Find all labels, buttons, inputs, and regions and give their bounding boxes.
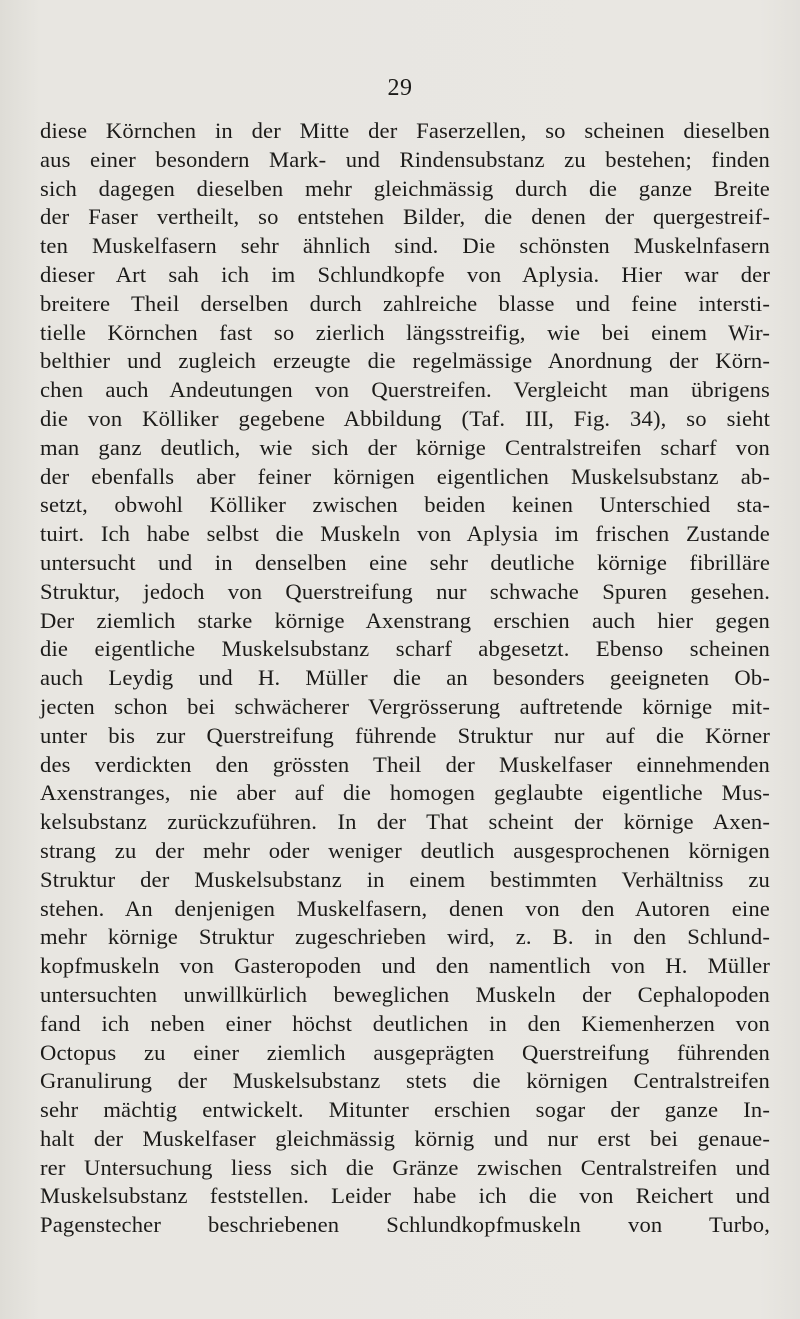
text-line: kopfmuskeln von Gasteropoden und den namentlich von H. Müller (40, 953, 770, 979)
text-line: chen auch Andeutungen von Querstreifen. Vergleicht man übrigens (40, 377, 770, 403)
text-line: die eigentliche Muskelsubstanz scharf abgesetzt. Ebenso scheinen (40, 636, 770, 662)
text-line: Struktur der Muskelsubstanz in einem bestimmten Verhältniss zu (40, 866, 770, 892)
text-line: halt der Muskelfaser gleichmässig körnig und nur erst bei genaue- (40, 1125, 770, 1151)
text-line: breitere Theil derselben durch zahlreiche blasse und feine intersti- (40, 290, 770, 316)
text-line: untersucht und in denselben eine sehr deutliche körnige fibrilläre (40, 549, 770, 575)
text-line: Pagenstecher beschriebenen Schlundkopfmuskeln von Turbo, (40, 1212, 770, 1238)
text-line: des verdickten den grössten Theil der Muskelfaser einnehmenden (40, 751, 770, 777)
text-line: Der ziemlich starke körnige Axenstrang erschien auch hier gegen (40, 607, 770, 633)
text-line: Muskelsubstanz feststellen. Leider habe ich die von Reichert und (40, 1183, 770, 1209)
text-line: sich dagegen dieselben mehr gleichmässig durch die ganze Breite (40, 175, 770, 201)
body-text (40, 117, 770, 1240)
text-line: mehr körnige Struktur zugeschrieben wird, z. B. in den Schlund- (40, 924, 770, 950)
text-line: untersuchten unwillkürlich beweglichen Muskeln der Cephalopoden (40, 981, 770, 1007)
text-line: diese Körnchen in der Mitte der Faserzellen, so scheinen dieselben (40, 118, 770, 143)
page-number: 29 (387, 75, 413, 101)
text-line: stehen. An denjenigen Muskelfasern, denen von den Autoren eine (40, 895, 770, 921)
text-line: Octopus zu einer ziemlich ausgeprägten Querstreifung führenden (40, 1039, 770, 1065)
text-line: ten Muskelfasern sehr ähnlich sind. Die schönsten Muskelnfasern (40, 233, 770, 259)
text-line: die von Kölliker gegebene Abbildung (Taf. III, Fig. 34), so sieht (40, 405, 770, 431)
text-line: tuirt. Ich habe selbst die Muskeln von Aplysia im frischen Zustande (40, 521, 770, 547)
text-line: Axenstranges, nie aber auf die homogen geglaubte eigentliche Mus- (40, 780, 770, 806)
text-line: strang zu der mehr oder weniger deutlich ausgesprochenen körnigen (40, 837, 770, 863)
text-line: tielle Körnchen fast so zierlich längsstreifig, wie bei einem Wir- (40, 319, 770, 345)
text-line: unter bis zur Querstreifung führende Struktur nur auf die Körner (40, 722, 770, 748)
text-line: rer Untersuchung liess sich die Gränze zwischen Centralstreifen und (40, 1154, 770, 1180)
text-line: man ganz deutlich, wie sich der körnige Centralstreifen scharf von (40, 434, 770, 460)
text-line: dieser Art sah ich im Schlundkopfe von Aplysia. Hier war der (40, 261, 770, 287)
text-line: Granulirung der Muskelsubstanz stets die körnigen Centralstreifen (40, 1068, 770, 1094)
text-line: sehr mächtig entwickelt. Mitunter erschien sogar der ganze In- (40, 1097, 770, 1123)
text-line: auch Leydig und H. Müller die an besonders geeigneten Ob- (40, 665, 770, 691)
text-line: kelsubstanz zurückzuführen. In der That scheint der körnige Axen- (40, 809, 770, 835)
text-line: der ebenfalls aber feiner körnigen eigentlichen Muskelsubstanz ab- (40, 463, 770, 489)
text-line: jecten schon bei schwächerer Vergrösserung auftretende körnige mit- (40, 693, 770, 719)
text-line: fand ich neben einer höchst deutlichen in den Kiemenherzen von (40, 1010, 770, 1036)
text-line: setzt, obwohl Kölliker zwischen beiden keinen Unterschied sta- (40, 492, 770, 518)
text-line: aus einer besondern Mark- und Rindensubstanz zu bestehen; finden (40, 146, 770, 172)
text-line: belthier und zugleich erzeugte die regelmässige Anordnung der Körn- (40, 348, 770, 374)
text-line: Struktur, jedoch von Querstreifung nur schwache Spuren gesehen. (40, 578, 770, 604)
text-line: der Faser vertheilt, so entstehen Bilder, die denen der quergestreif- (40, 204, 770, 230)
